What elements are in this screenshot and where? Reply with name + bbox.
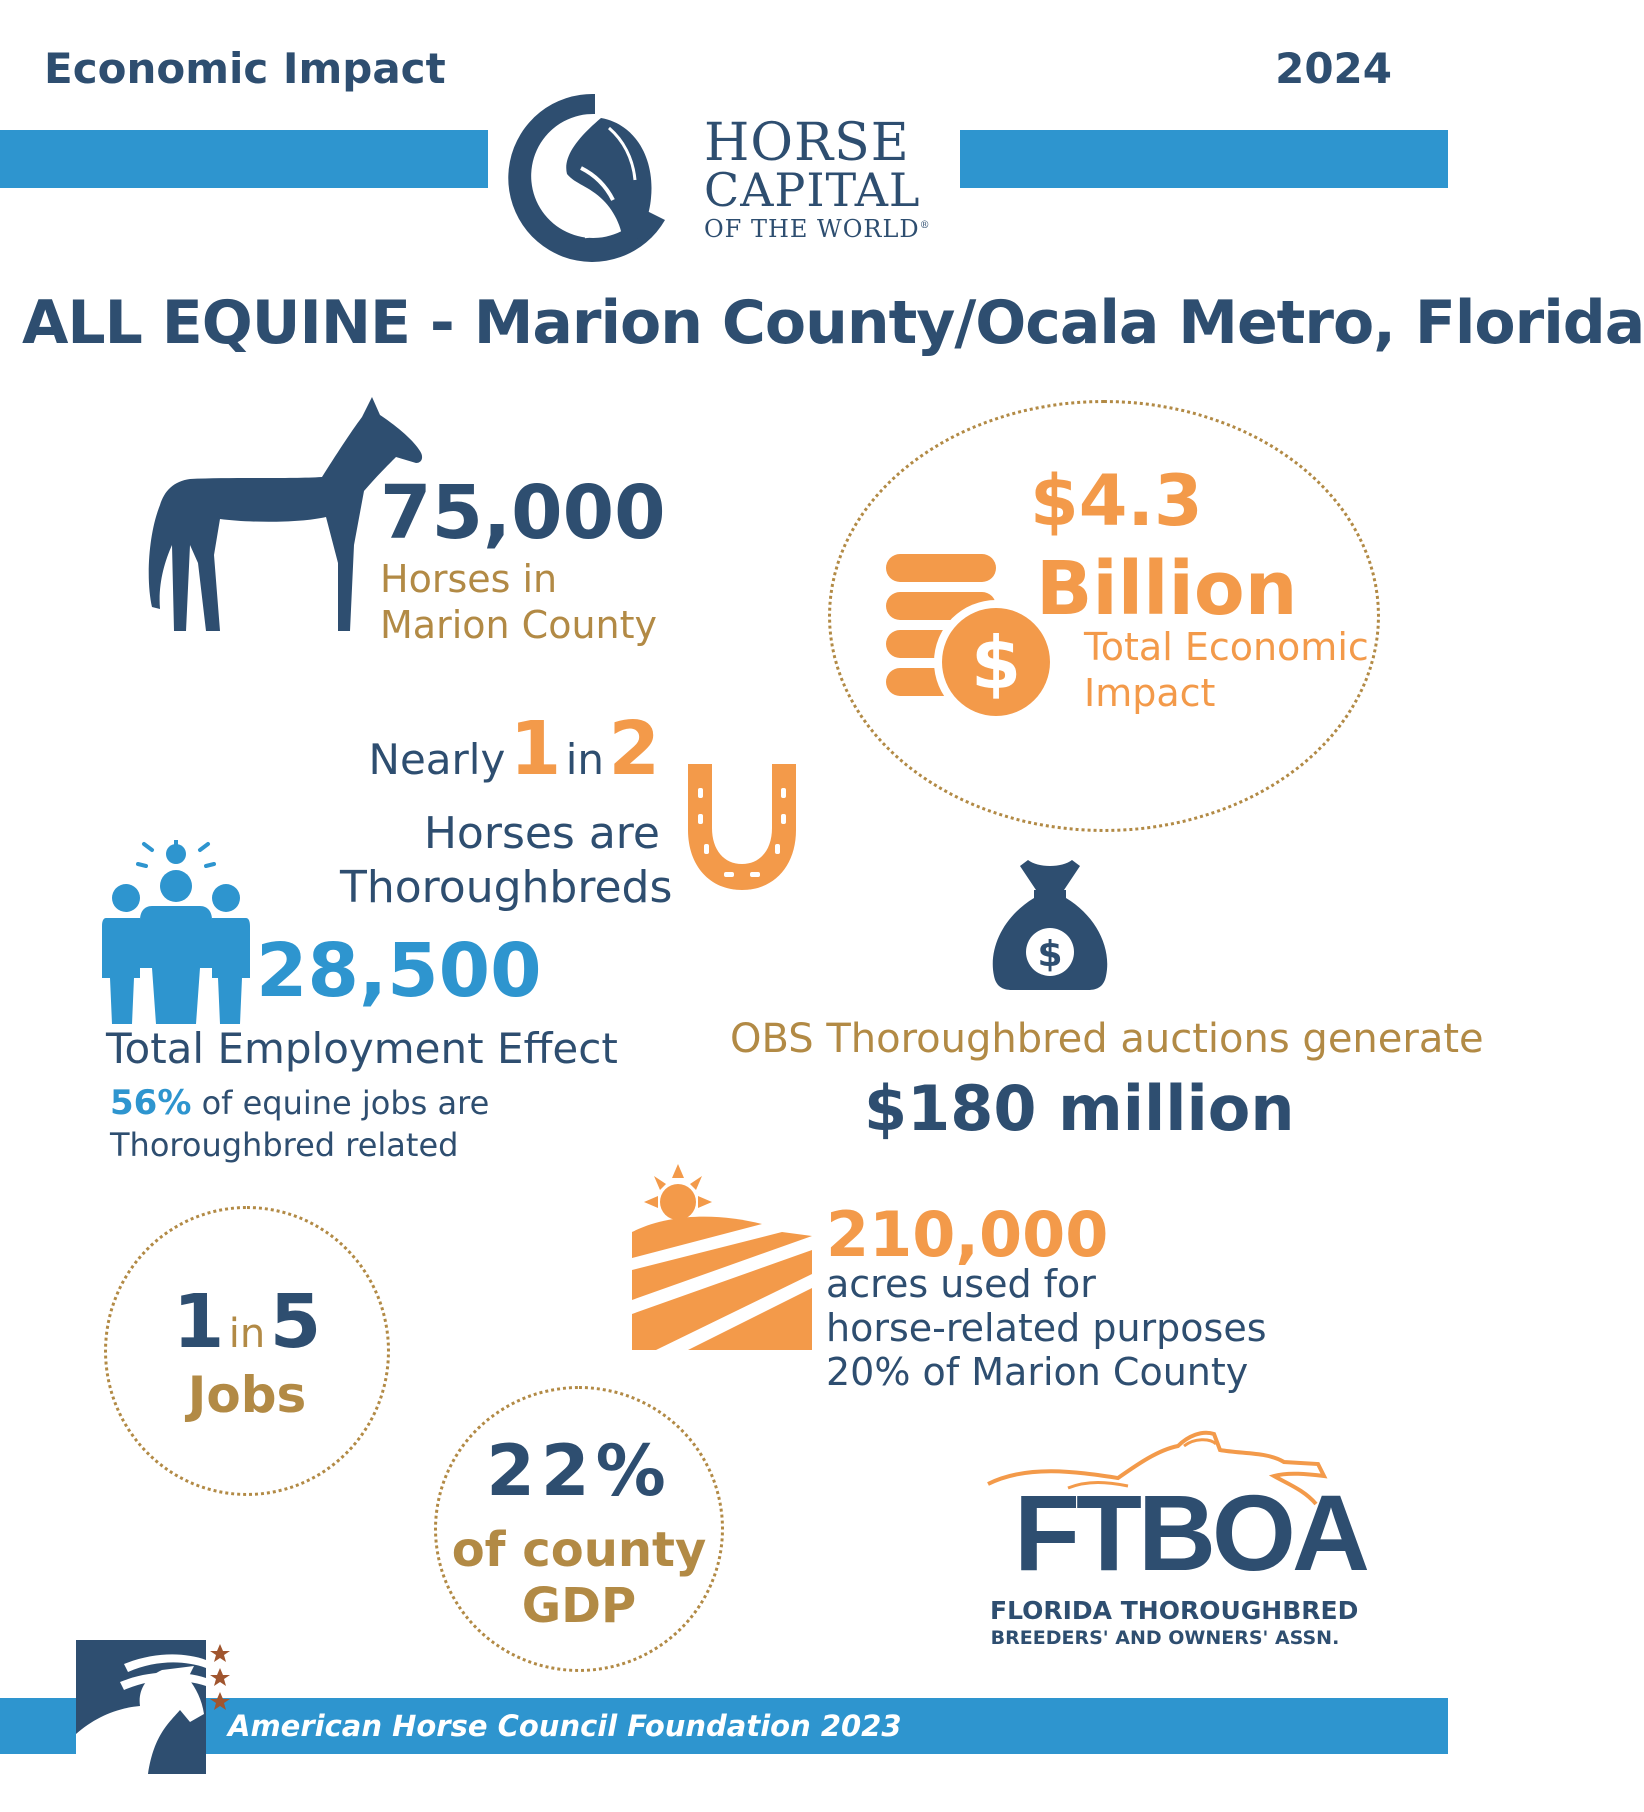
gdp-line1: of county <box>451 1522 707 1578</box>
logo-line-world: OF THE WORLD <box>704 215 920 243</box>
horses-label-line1: Horses in <box>380 557 558 601</box>
thoroughbred-prefix: Nearly <box>368 735 506 784</box>
auctions-value: $180 million <box>864 1072 1295 1145</box>
logo-line-capital: CAPITAL <box>704 163 921 217</box>
thoroughbred-line3: Thoroughbreds <box>340 862 673 913</box>
footer-source: American Horse Council Foundation 2023 <box>228 1709 902 1743</box>
employment-pct: 56% <box>110 1083 192 1123</box>
employment-detail <box>110 1082 489 1166</box>
header-bar-left <box>0 130 488 188</box>
horses-label <box>380 556 657 648</box>
thoroughbred-stat <box>340 706 673 915</box>
horse-capital-logo-icon <box>505 88 685 268</box>
ahc-logo-icon <box>64 1638 234 1778</box>
employment-label: Total Employment Effect <box>106 1024 618 1073</box>
ftboa-acronym: FTBOA <box>1014 1472 1366 1593</box>
impact-unit: Billion <box>1036 546 1298 632</box>
thoroughbred-in: in <box>565 735 605 784</box>
impact-label-line1: Total Economic <box>1084 625 1369 669</box>
acres-line2: horse-related purposes <box>826 1306 1267 1350</box>
ftboa-line2: BREEDERS' AND OWNERS' ASSN. <box>990 1627 1340 1649</box>
page-title: ALL EQUINE - Marion County/Ocala Metro, Florida <box>22 288 1644 358</box>
impact-label <box>1084 624 1369 716</box>
svg-text:$: $ <box>970 621 1022 705</box>
employment-pct-text: of equine jobs are <box>201 1084 490 1122</box>
header-year: 2024 <box>1275 44 1392 93</box>
impact-value: $4.3 <box>1030 460 1203 542</box>
acres-count: 210,000 <box>826 1198 1109 1271</box>
coins-icon <box>882 548 1062 728</box>
money-bag-icon <box>988 856 1112 992</box>
jobs-num1: 1 <box>172 1279 225 1365</box>
impact-label-line2: Impact <box>1084 671 1216 715</box>
auctions-label: OBS Thoroughbred auctions generate <box>730 1016 1484 1062</box>
farm-field-icon <box>632 1162 812 1350</box>
thoroughbred-line2: Horses are <box>423 808 660 859</box>
jobs-num2: 5 <box>269 1279 322 1365</box>
acres-line3: 20% of Marion County <box>826 1350 1249 1394</box>
acres-line1: acres used for <box>826 1262 1096 1306</box>
gdp-label <box>434 1522 724 1634</box>
jobs-in: in <box>228 1311 266 1357</box>
horses-count: 75,000 <box>380 470 666 556</box>
people-icon <box>100 840 252 1024</box>
employment-count: 28,500 <box>256 928 542 1014</box>
logo-trademark: ® <box>919 220 931 231</box>
header-left: Economic Impact <box>44 44 446 93</box>
thoroughbred-num2: 2 <box>608 706 660 792</box>
horseshoe-icon <box>680 758 804 894</box>
jobs-label: Jobs <box>187 1366 307 1424</box>
employment-pct-text2: Thoroughbred related <box>110 1126 459 1164</box>
horse-capital-logo-text <box>704 113 931 243</box>
money-bag-dollar: $ <box>1037 934 1063 975</box>
acres-label <box>826 1262 1267 1394</box>
thoroughbred-num1: 1 <box>509 706 562 792</box>
gdp-value: 22% <box>486 1430 672 1512</box>
gdp-line2: GDP <box>521 1578 637 1634</box>
logo-line-horse: HORSE <box>704 113 910 173</box>
ftboa-line1: FLORIDA THOROUGHBRED <box>990 1596 1359 1625</box>
header-bar-right <box>960 130 1448 188</box>
horses-label-line2: Marion County <box>380 603 658 647</box>
